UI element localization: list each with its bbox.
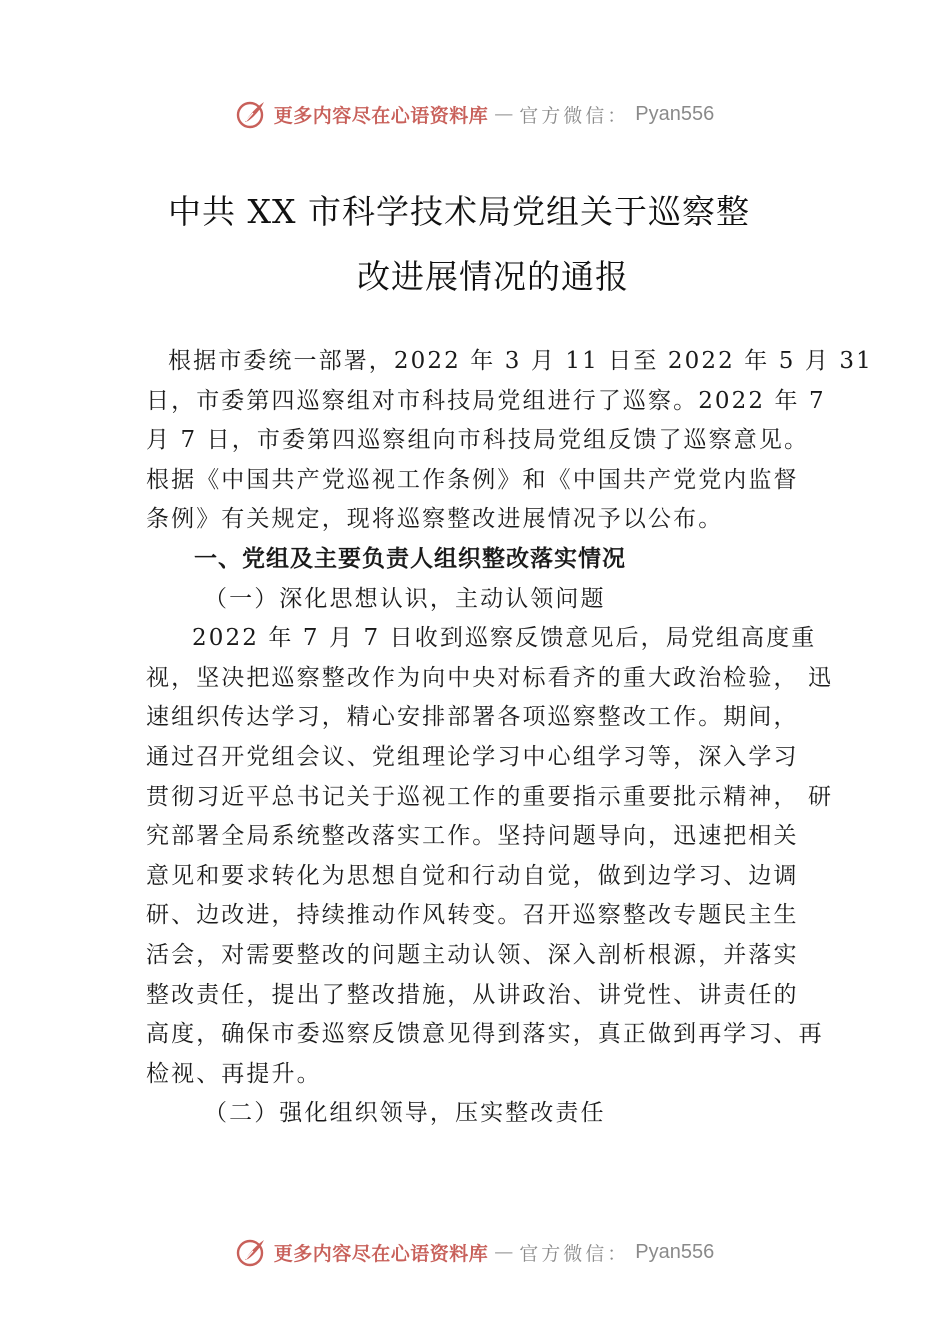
- document-title-line-2: 改进展情况的通报: [357, 257, 629, 296]
- paragraph-line: 研、边改进，持续推动作风转变。召开巡察整改专题民主生: [146, 902, 799, 929]
- paragraph-line: 视，坚决把巡察整改作为向中央对标看齐的重大政治检验， 迅: [146, 664, 834, 691]
- banner-dash: —: [494, 103, 514, 125]
- paragraph-line: 高度，确保市委巡察反馈意见得到落实，真正做到再学习、再: [146, 1021, 824, 1048]
- subsection-heading: （一）深化思想认识，主动认领问题: [204, 585, 606, 612]
- paragraph-line: 通过召开党组会议、党组理论学习中心组学习等，深入学习: [146, 743, 799, 770]
- subsection-heading: （二）强化组织领导，压实整改责任: [204, 1100, 606, 1127]
- quill-seal-icon: [236, 98, 268, 130]
- footer-watermark-banner: [0, 1230, 950, 1274]
- section-heading: 一、党组及主要负责人组织整改落实情况: [194, 545, 626, 572]
- paragraph-line: 月 7 日，市委第四巡察组向市科技局党组反馈了巡察意见。: [146, 427, 810, 454]
- banner-dash: —: [494, 1241, 514, 1263]
- paragraph-line: 根据《中国共产党巡视工作条例》和《中国共产党党内监督: [146, 466, 799, 493]
- wechat-id: Pyan556: [635, 1240, 715, 1263]
- paragraph-line: 根据市委统一部署，2022 年 3 月 11 日至 2022 年 5 月 31: [168, 348, 873, 374]
- quill-seal-icon: [236, 1236, 268, 1268]
- paragraph-line: 意见和要求转化为思想自觉和行动自觉，做到边学习、边调: [146, 862, 799, 889]
- paragraph-line: 贯彻习近平总书记关于巡视工作的重要指示重要批示精神， 研: [146, 783, 834, 810]
- document-body: [146, 342, 873, 1134]
- header-watermark-banner: [0, 92, 950, 136]
- paragraph-line: 究部署全局系统整改落实工作。坚持问题导向，迅速把相关: [146, 823, 799, 850]
- paragraph-line: 检视、再提升。: [146, 1060, 322, 1087]
- wechat-label: 官方微信：: [519, 104, 630, 127]
- paragraph-line: 速组织传达学习，精心安排部署各项巡察整改工作。期间，: [146, 704, 799, 731]
- paragraph-line: 整改责任，提出了整改措施，从讲政治、讲党性、讲责任的: [146, 981, 799, 1008]
- wechat-label: 官方微信：: [519, 1242, 630, 1265]
- paragraph-line: 活会，对需要整改的问题主动认领、深入剖析根源，并落实: [146, 941, 799, 968]
- wechat-id: Pyan556: [635, 102, 715, 125]
- paragraph-line: 2022 年 7 月 7 日收到巡察反馈意见后，局党组高度重: [192, 625, 817, 652]
- document-title-line-1: 中共 XX 市科学技术局党组关于巡察整: [168, 192, 750, 231]
- paragraph-line: 条例》有关规定，现将巡察整改进展情况予以公布。: [146, 506, 724, 533]
- paragraph-line: 日，市委第四巡察组对市科技局党组进行了巡察。2022 年 7: [146, 387, 826, 414]
- brand-name: 更多内容尽在心语资料库: [273, 1242, 489, 1265]
- brand-name: 更多内容尽在心语资料库: [273, 104, 489, 127]
